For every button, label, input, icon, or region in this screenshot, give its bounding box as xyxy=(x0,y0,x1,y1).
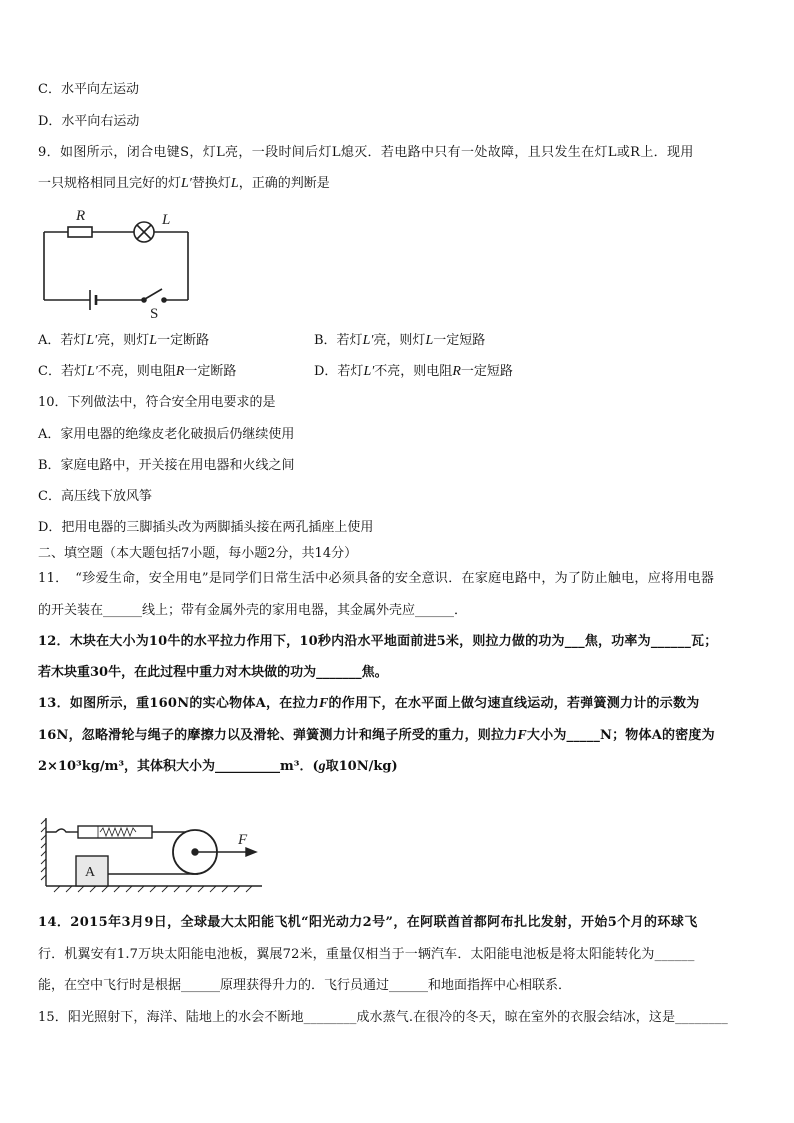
q11-line2: 的开关装在______线上；带有金属外壳的家用电器，其金属外壳应______． xyxy=(38,603,468,618)
q10-option-a: A．家用电器的绝缘皮老化破损后仍继续使用 xyxy=(38,427,295,442)
lamp-symbol: L xyxy=(230,176,239,191)
q10-option-b: B．家庭电路中，开关接在用电器和火线之间 xyxy=(38,458,295,473)
force-f-label: F xyxy=(238,832,248,848)
q13-pulley-diagram xyxy=(40,812,270,894)
block-a-label: A xyxy=(85,865,96,880)
resistor-r xyxy=(68,227,92,237)
q14-line1: 14．2015年3月9日，全球最大太阳能飞机“阳光动力2号”，在阿联酋首都阿布扎比发射，开始5个月的环球飞 xyxy=(38,915,698,930)
label-s: S xyxy=(150,306,159,322)
q13-line3: 2×10³kg/m³，其体积大小为__________m³．(g取10N/kg) xyxy=(38,759,398,774)
q14-line2: 行．机翼安有1.7万块太阳能电池板，翼展72米，重量仅相当于一辆汽车．太阳能电池板是将太阳能转化为______ xyxy=(38,947,695,962)
label-r: R xyxy=(76,208,86,224)
lamp-prime-symbol: L′ xyxy=(181,176,192,191)
q10-option-d: D．把用电器的三脚插头改为两脚插头接在两孔插座上使用 xyxy=(38,520,374,535)
q8-option-c: C．水平向左运动 xyxy=(38,82,139,97)
q9-option-c: C．若灯L′不亮，则电阻R一定断路 xyxy=(38,364,237,379)
switch-s-lever xyxy=(145,289,162,299)
q9-circuit-diagram xyxy=(38,200,198,322)
q11-line1: 11． “珍爱生命，安全用电”是同学们日常生活中必须具备的安全意识．在家庭电路中，为了防止触电，应将用电器 xyxy=(38,571,715,586)
q9-stem-line2: 一只规格相同且完好的灯L′替换灯L，正确的判断是 xyxy=(38,176,330,191)
q9-option-b: B．若灯L′亮，则灯L一定短路 xyxy=(314,333,486,348)
section-heading: 二、填空题（本大题包括7小题，每小题2分，共14分） xyxy=(38,546,358,561)
q12-line1: 12．木块在大小为10牛的水平拉力作用下，10秒内沿水平地面前进5米，则拉力做的功为___焦，功率为______瓦； xyxy=(38,634,718,649)
q12-line2: 若木块重30牛，在此过程中重力对木块做的功为_______焦。 xyxy=(38,665,388,680)
label-l: L xyxy=(162,212,171,228)
q13-line2: 16N，忽略滑轮与绳子的摩擦力以及滑轮、弹簧测力计和绳子所受的重力，则拉力F大小为_____N；物体A的密度为 xyxy=(38,728,715,743)
q10-stem: 10．下列做法中，符合安全用电要求的是 xyxy=(38,395,276,410)
q14-line3: 能，在空中飞行时是根据______原理获得升力的．飞行员通过______和地面指挥中心相联系． xyxy=(38,978,572,993)
q9-stem-line1: 9．如图所示，闭合电键S，灯L亮，一段时间后灯L熄灭．若电路中只有一处故障，且只发生在灯L或R上．现用 xyxy=(38,145,694,160)
q13-line1: 13．如图所示，重160N的实心物体A，在拉力F的作用下，在水平面上做匀速直线运动，若弹簧测力计的示数为 xyxy=(38,696,700,711)
q10-option-c: C．高压线下放风筝 xyxy=(38,489,152,504)
q9-option-a: A．若灯L′亮，则灯L一定断路 xyxy=(38,333,210,348)
q9-option-d: D．若灯L′不亮，则电阻R一定短路 xyxy=(314,364,513,379)
q8-option-d: D．水平向右运动 xyxy=(38,114,140,129)
q15-line1: 15．阳光照射下，海洋、陆地上的水会不断地________成水蒸气.在很冷的冬天，晾在室外的衣服会结冰，这是________ xyxy=(38,1010,728,1025)
